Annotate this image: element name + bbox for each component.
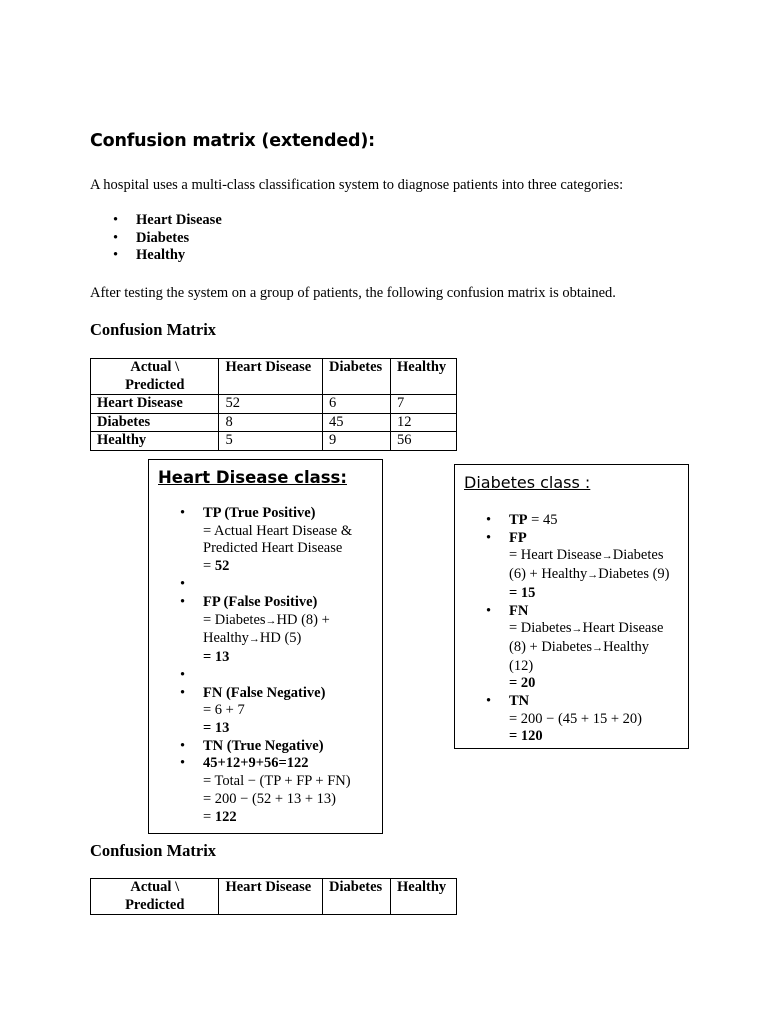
confusion-matrix-table-2 [90, 878, 457, 915]
column-header: Diabetes [323, 879, 391, 915]
row-header: Healthy [91, 432, 219, 451]
tn-value: = 120 [509, 728, 543, 745]
tn-description: = 200 − (52 + 13 + 13) [203, 790, 336, 807]
table-cell: 12 [391, 413, 457, 432]
list-item: • Diabetes [90, 230, 222, 248]
fn-description: (12) [509, 657, 534, 674]
column-header: Diabetes [323, 359, 391, 395]
fp-description: Diabetes [612, 547, 664, 564]
fn-description: = 6 + 7 [203, 702, 245, 719]
arrow-icon: → [592, 641, 604, 654]
table-row [91, 413, 457, 432]
fp-value: = 15 [509, 584, 536, 601]
tp-value: 52 [214, 558, 230, 575]
table-cell: 52 [219, 395, 323, 414]
fn-label: FN [509, 602, 529, 619]
list-item [158, 738, 382, 756]
tn-value: 122 [214, 808, 237, 825]
corner-cell [91, 879, 219, 915]
diabetes-metrics-list [464, 512, 688, 746]
tn-equals: = [203, 808, 215, 825]
after-text: After testing the system on a group of patients, the following confusion matrix is obtained. [90, 285, 616, 301]
fn-description: Healthy [603, 638, 649, 655]
list-item [464, 693, 688, 746]
spacer [158, 667, 382, 685]
fn-value: = 13 [203, 720, 230, 737]
column-header: Healthy [391, 359, 457, 395]
tp-description: Predicted Heart Disease [203, 540, 343, 557]
page-title: Confusion matrix (extended): [90, 131, 375, 151]
table-row [91, 395, 457, 414]
fp-description: = Heart Disease [509, 547, 602, 564]
list-item [158, 505, 382, 576]
tn-sum-label: 45+12+9+56=122 [203, 755, 309, 772]
list-item [158, 685, 382, 738]
table-cell: 45 [323, 413, 391, 432]
fp-description: (6) + Healthy [509, 566, 588, 583]
tp-label: TP [509, 512, 528, 528]
table-cell: 5 [219, 432, 323, 451]
fp-description: Healthy [203, 630, 249, 647]
corner-line: Predicted [125, 896, 185, 913]
tn-label: TN [509, 693, 530, 710]
list-item [158, 755, 382, 826]
fn-description: Heart Disease [582, 620, 664, 637]
fp-description: = Diabetes [203, 611, 266, 628]
list-item: • Healthy [90, 247, 222, 265]
diabetes-box-title: Diabetes class : [464, 473, 591, 492]
fn-description: = Diabetes [509, 620, 572, 637]
heart-disease-metrics-list [158, 505, 382, 826]
arrow-icon: → [571, 623, 583, 636]
spacer [158, 576, 382, 594]
corner-line: Actual \ [130, 879, 180, 895]
row-header: Diabetes [91, 413, 219, 432]
arrow-icon: → [265, 614, 277, 627]
row-header: Heart Disease [91, 395, 219, 414]
corner-line: Actual \ [130, 359, 180, 375]
table-cell: 56 [391, 432, 457, 451]
list-item [464, 512, 688, 530]
tn-description: = Total − (TP + FP + FN) [203, 773, 351, 790]
column-header: Heart Disease [219, 359, 323, 395]
table-cell: 9 [323, 432, 391, 451]
fp-description: Diabetes (9) [598, 566, 670, 583]
matrix2-heading: Confusion Matrix [90, 841, 217, 860]
list-item [158, 594, 382, 667]
table-header-row [91, 879, 457, 915]
arrow-icon: → [248, 633, 260, 646]
table-cell: 6 [323, 395, 391, 414]
heart-disease-class-box [148, 459, 383, 834]
tp-equals: = [203, 558, 215, 575]
list-item: • Heart Disease [90, 212, 222, 230]
fp-value: = 13 [203, 648, 230, 665]
fn-label: FN (False Negative) [203, 684, 326, 701]
tp-value: = 45 [527, 512, 558, 528]
heart-disease-box-title: Heart Disease class: [158, 468, 347, 487]
column-header: Healthy [391, 879, 457, 915]
table-row [91, 432, 457, 451]
tn-label: TN (True Negative) [203, 737, 324, 754]
arrow-icon: → [601, 550, 613, 563]
tp-description: = Actual Heart Disease & [203, 522, 353, 539]
tn-description: = 200 − (45 + 15 + 20) [509, 710, 642, 727]
fp-description: HD (8) + [276, 611, 330, 628]
fn-description: (8) + Diabetes [509, 638, 593, 655]
intro-text: A hospital uses a multi-class classification system to diagnose patients into three categories: [90, 177, 624, 193]
diabetes-class-box [454, 464, 689, 749]
list-item [464, 603, 688, 694]
column-header: Heart Disease [219, 879, 323, 915]
corner-line: Predicted [125, 376, 185, 393]
table-cell: 8 [219, 413, 323, 432]
table-cell: 7 [391, 395, 457, 414]
tp-label: TP (True Positive) [203, 505, 316, 521]
fp-description: HD (5) [259, 630, 302, 647]
category-list [90, 212, 222, 265]
arrow-icon: → [587, 569, 599, 582]
confusion-matrix-table [90, 358, 457, 451]
fp-label: FP [509, 529, 527, 546]
matrix-heading: Confusion Matrix [90, 320, 217, 339]
table-header-row [91, 359, 457, 395]
corner-cell [91, 359, 219, 395]
fp-label: FP (False Positive) [203, 593, 318, 610]
fn-value: = 20 [509, 675, 536, 692]
list-item [464, 530, 688, 603]
